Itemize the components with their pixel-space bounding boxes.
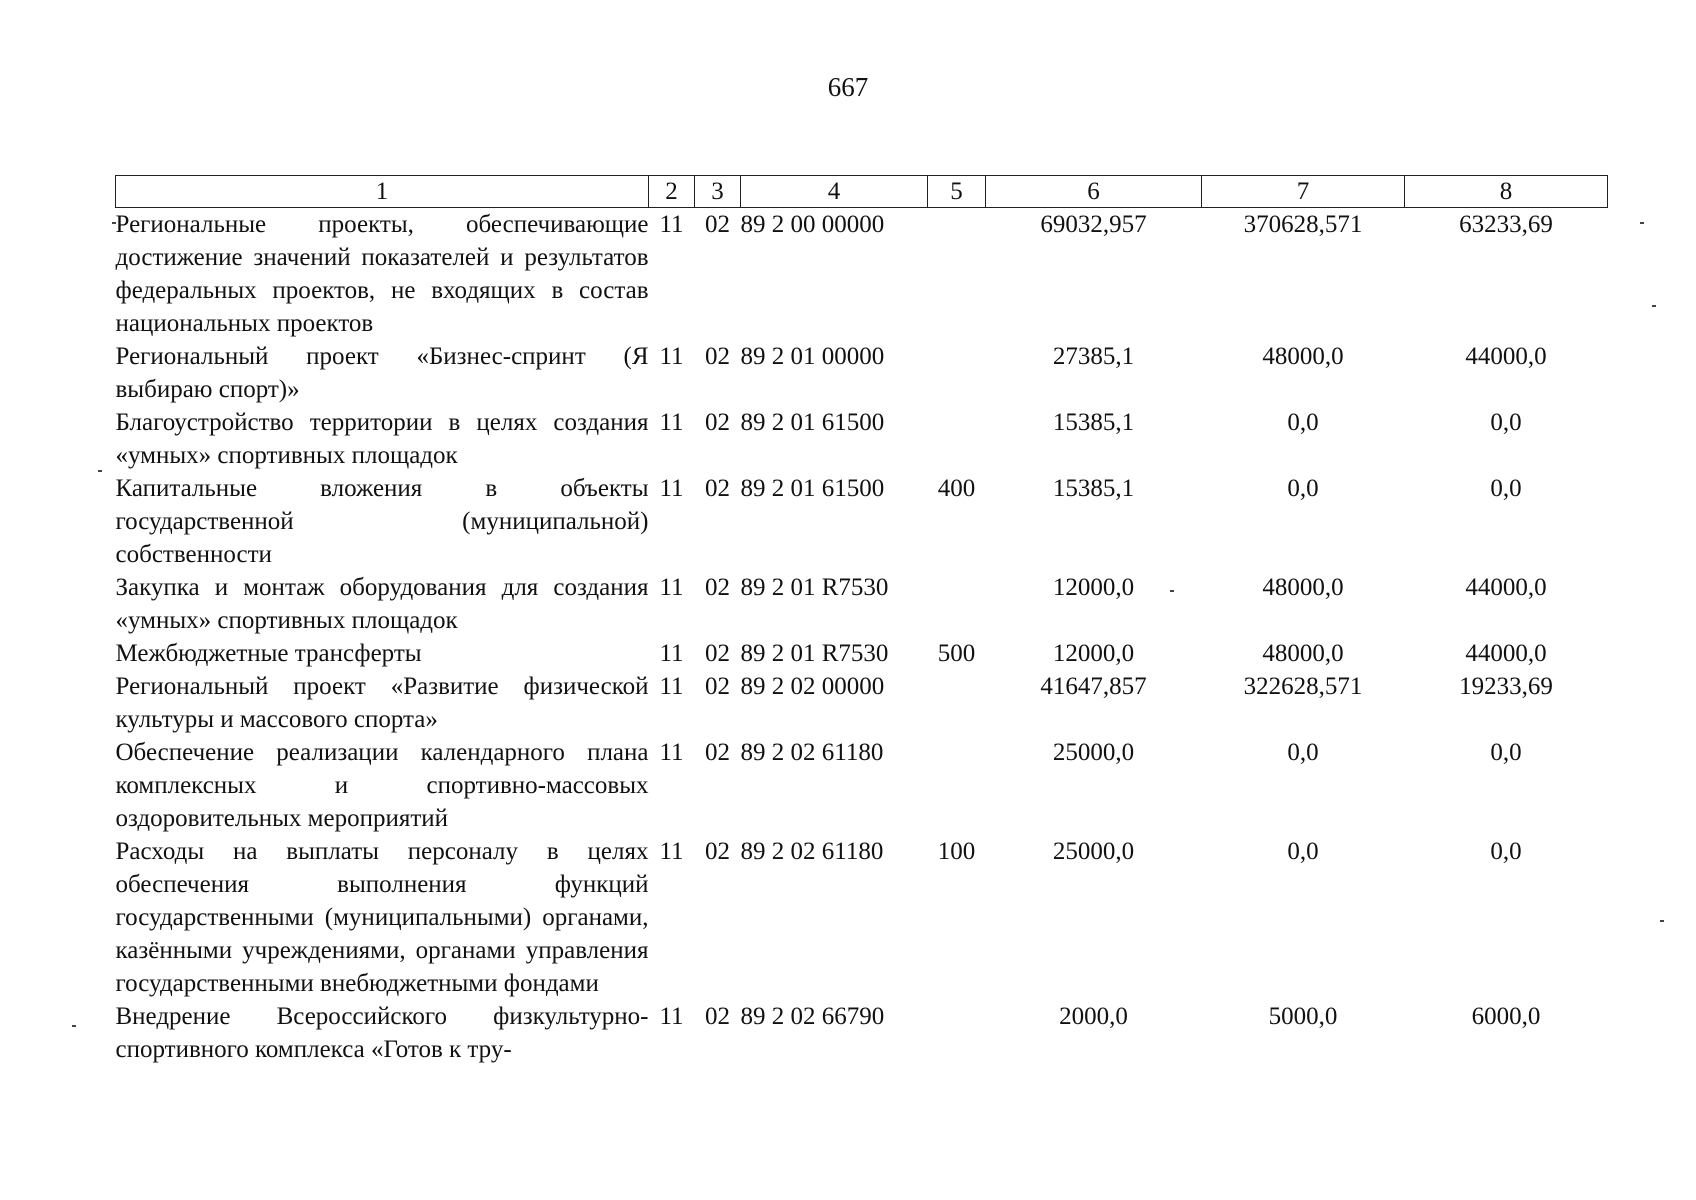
row-target-code: 89 2 01 R7530 bbox=[740, 574, 889, 601]
row-amount-7: 322628,571 bbox=[1243, 673, 1363, 700]
row-amount-6: 15385,1 bbox=[1052, 409, 1135, 436]
row-amount-7: 48000,0 bbox=[1262, 574, 1344, 601]
row-name: Региональный проект «Развитие физической культуры и массового спорта» bbox=[115, 673, 649, 733]
row-amount-6: 12000,0 bbox=[1052, 574, 1135, 601]
row-amount-7: 48000,0 bbox=[1262, 640, 1344, 667]
row-section: 11 bbox=[659, 574, 684, 601]
row-amount-6: 2000,0 bbox=[1059, 1003, 1128, 1030]
row-target-code: 89 2 01 61500 bbox=[740, 475, 885, 502]
scan-speck bbox=[112, 222, 116, 224]
row-subsection: 02 bbox=[705, 838, 730, 865]
row-amount-7: 0,0 bbox=[1287, 475, 1319, 502]
row-expense-type: 500 bbox=[937, 640, 976, 667]
scan-speck bbox=[1660, 920, 1664, 922]
table-row bbox=[116, 1000, 1608, 1066]
row-name: Региональные проекты, обеспечивающие достижение значений показателей и результатов федеральных проектов, не входящих в состав национальных проектов bbox=[115, 211, 649, 337]
row-section: 11 bbox=[659, 343, 684, 370]
row-subsection: 02 bbox=[705, 211, 730, 238]
row-section: 11 bbox=[659, 739, 684, 766]
row-subsection: 02 bbox=[705, 739, 730, 766]
scan-speck bbox=[72, 1025, 76, 1027]
row-target-code: 89 2 01 R7530 bbox=[740, 640, 889, 667]
row-amount-7: 370628,571 bbox=[1243, 211, 1363, 238]
table-row bbox=[116, 406, 1608, 472]
row-subsection: 02 bbox=[705, 409, 730, 436]
row-target-code: 89 2 02 61180 bbox=[740, 838, 884, 865]
row-subsection: 02 bbox=[705, 673, 730, 700]
row-amount-8: 44000,0 bbox=[1465, 640, 1547, 667]
row-amount-6: 41647,857 bbox=[1040, 673, 1147, 700]
col-header-8: 8 bbox=[1405, 176, 1608, 208]
row-target-code: 89 2 02 61180 bbox=[740, 739, 884, 766]
row-amount-6: 25000,0 bbox=[1052, 838, 1135, 865]
row-amount-7: 0,0 bbox=[1287, 409, 1319, 436]
scan-speck bbox=[1652, 305, 1656, 307]
row-section: 11 bbox=[659, 475, 684, 502]
row-target-code: 89 2 01 61500 bbox=[740, 409, 885, 436]
row-section: 11 bbox=[659, 673, 684, 700]
row-amount-6: 25000,0 bbox=[1052, 739, 1135, 766]
row-amount-8: 44000,0 bbox=[1465, 574, 1547, 601]
scan-speck bbox=[98, 470, 102, 472]
row-name: Обеспечение реализации календарного плана комплексных и спортивно-массовых оздоровительных мероприятий bbox=[115, 739, 649, 832]
table-row bbox=[116, 571, 1608, 637]
row-target-code: 89 2 02 66790 bbox=[740, 1003, 885, 1030]
row-name: Закупка и монтаж оборудования для создания «умных» спортивных площадок bbox=[115, 574, 649, 634]
row-amount-8: 63233,69 bbox=[1459, 211, 1553, 238]
row-expense-type bbox=[928, 406, 986, 472]
row-section: 11 bbox=[659, 1003, 684, 1030]
row-expense-type bbox=[928, 736, 986, 835]
col-header-6: 6 bbox=[986, 176, 1202, 208]
row-subsection: 02 bbox=[705, 343, 730, 370]
col-header-5: 5 bbox=[928, 176, 986, 208]
row-amount-8: 44000,0 bbox=[1465, 343, 1547, 370]
table-row bbox=[116, 637, 1608, 670]
row-expense-type: 100 bbox=[937, 838, 976, 865]
row-target-code: 89 2 01 00000 bbox=[740, 343, 885, 370]
row-section: 11 bbox=[659, 409, 684, 436]
table-row bbox=[116, 472, 1608, 571]
row-amount-7: 5000,0 bbox=[1268, 1003, 1338, 1030]
row-name: Расходы на выплаты персоналу в целях обеспечения выполнения функций государственными (муниципальными) органами, казёнными учреждениями, органами управления государственными внебюджетными фондами bbox=[115, 838, 649, 997]
row-expense-type bbox=[928, 1000, 986, 1066]
row-section: 11 bbox=[659, 640, 684, 667]
table-row bbox=[116, 208, 1608, 341]
table-row bbox=[116, 670, 1608, 736]
row-expense-type bbox=[928, 670, 986, 736]
row-amount-8: 0,0 bbox=[1490, 838, 1522, 865]
row-expense-type bbox=[928, 340, 986, 406]
row-expense-type bbox=[928, 208, 986, 341]
row-subsection: 02 bbox=[705, 475, 730, 502]
row-amount-6: 69032,957 bbox=[1040, 211, 1147, 238]
row-name: Капитальные вложения в объекты государственной (муниципальной) собственности bbox=[115, 475, 649, 568]
row-amount-6: 27385,1 bbox=[1052, 343, 1135, 370]
row-amount-8: 0,0 bbox=[1490, 475, 1522, 502]
row-section: 11 bbox=[659, 211, 684, 238]
row-subsection: 02 bbox=[705, 640, 730, 667]
header-row bbox=[116, 176, 1608, 208]
budget-table bbox=[115, 175, 1608, 1066]
row-amount-8: 0,0 bbox=[1490, 739, 1522, 766]
row-name: Благоустройство территории в целях создания «умных» спортивных площадок bbox=[115, 409, 649, 469]
row-amount-8: 0,0 bbox=[1490, 409, 1522, 436]
row-expense-type bbox=[928, 571, 986, 637]
table-row bbox=[116, 340, 1608, 406]
table-row bbox=[116, 736, 1608, 835]
row-amount-7: 0,0 bbox=[1287, 739, 1319, 766]
row-subsection: 02 bbox=[705, 1003, 730, 1030]
page-number: 667 bbox=[827, 72, 869, 102]
row-subsection: 02 bbox=[705, 574, 730, 601]
row-amount-7: 48000,0 bbox=[1262, 343, 1344, 370]
row-section: 11 bbox=[659, 838, 684, 865]
row-amount-7: 0,0 bbox=[1287, 838, 1319, 865]
col-header-7: 7 bbox=[1202, 176, 1405, 208]
row-expense-type: 400 bbox=[937, 475, 976, 502]
row-target-code: 89 2 02 00000 bbox=[740, 673, 885, 700]
row-amount-6: 15385,1 bbox=[1052, 475, 1135, 502]
col-header-3: 3 bbox=[695, 176, 741, 208]
row-amount-6: 12000,0 bbox=[1052, 640, 1135, 667]
row-amount-8: 19233,69 bbox=[1459, 673, 1553, 700]
scan-speck bbox=[1640, 222, 1644, 224]
row-target-code: 89 2 00 00000 bbox=[740, 211, 885, 238]
table-row bbox=[116, 835, 1608, 1000]
col-header-4: 4 bbox=[741, 176, 928, 208]
col-header-1: 1 bbox=[116, 176, 649, 208]
col-header-2: 2 bbox=[649, 176, 695, 208]
row-name: Внедрение Всероссийского физкультурно-спортивного комплекса «Готов к тру- bbox=[115, 1003, 649, 1063]
row-name: Региональный проект «Бизнес-спринт (Я выбираю спорт)» bbox=[115, 343, 649, 403]
row-amount-8: 6000,0 bbox=[1471, 1003, 1541, 1030]
scan-speck bbox=[1170, 590, 1174, 592]
row-name: Межбюджетные трансферты bbox=[115, 640, 422, 667]
